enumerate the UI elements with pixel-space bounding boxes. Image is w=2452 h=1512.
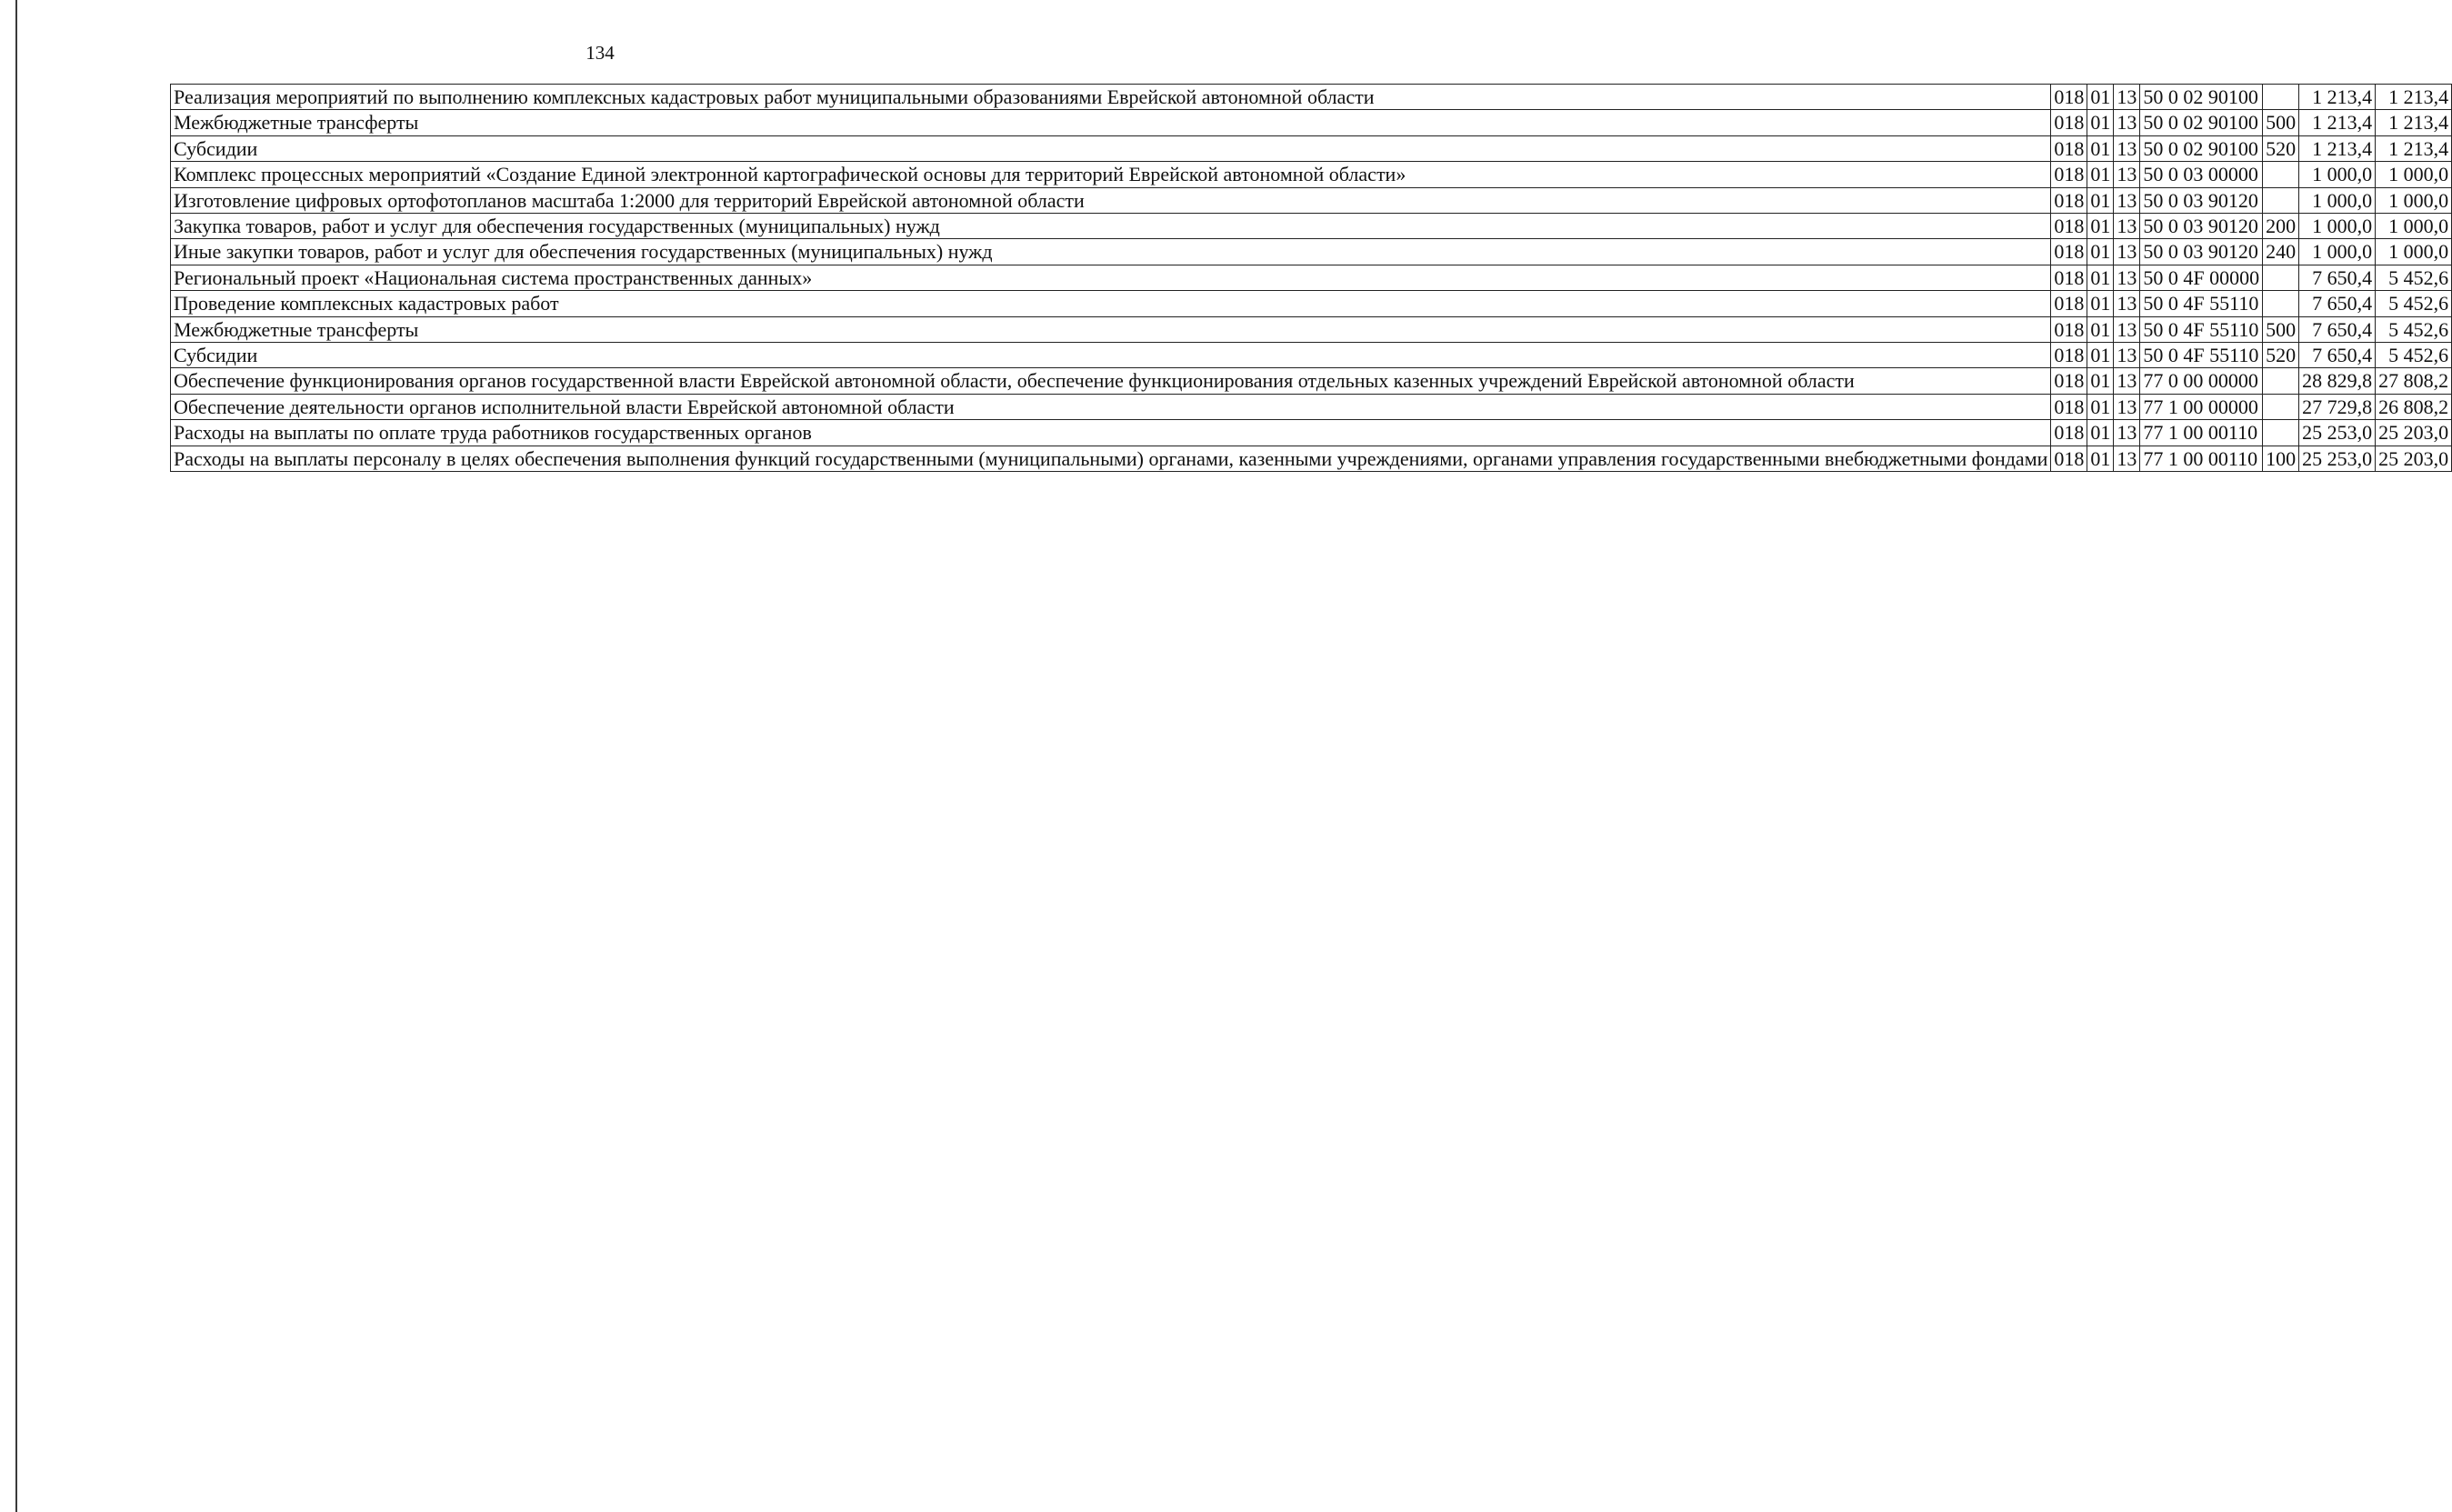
expense-type-cell: 520 — [2263, 343, 2299, 368]
amount-second-year-cell: 5 452,6 — [2376, 265, 2452, 290]
section-code-cell: 01 — [2087, 420, 2114, 446]
row-name-cell: Расходы на выплаты персоналу в целях обеспечения выполнения функций государственными (муниципальными) органами, казенными учреждениями, органами управления государственными внебюджетными фондами — [171, 446, 2051, 471]
subsection-code-cell: 13 — [2114, 368, 2140, 394]
amount-second-year-cell: 1 213,4 — [2376, 135, 2452, 161]
amount-second-year-cell: 1 000,0 — [2376, 214, 2452, 239]
amount-first-year-cell: 25 253,0 — [2299, 446, 2376, 471]
program-code-cell: 50 0 03 00000 — [2140, 162, 2263, 187]
expense-type-cell — [2263, 368, 2299, 394]
program-code-cell: 50 0 4F 00000 — [2140, 265, 2263, 290]
row-name-cell: Обеспечение деятельности органов исполнительной власти Еврейской автономной области — [171, 394, 2051, 419]
amount-first-year-cell: 1 213,4 — [2299, 85, 2376, 110]
expense-type-cell: 240 — [2263, 239, 2299, 265]
subsection-code-cell: 13 — [2114, 446, 2140, 471]
table-row — [171, 214, 2452, 239]
program-code-cell: 50 0 03 90120 — [2140, 239, 2263, 265]
amount-first-year-cell: 1 000,0 — [2299, 214, 2376, 239]
expense-type-cell: 500 — [2263, 110, 2299, 135]
ministry-code-cell: 018 — [2051, 239, 2087, 265]
row-name-cell: Закупка товаров, работ и услуг для обеспечения государственных (муниципальных) нужд — [171, 214, 2051, 239]
amount-first-year-cell: 7 650,4 — [2299, 343, 2376, 368]
row-name-cell: Реализация мероприятий по выполнению комплексных кадастровых работ муниципальными образованиями Еврейской автономной области — [171, 85, 2051, 110]
program-code-cell: 50 0 02 90100 — [2140, 135, 2263, 161]
row-name-cell: Субсидии — [171, 135, 2051, 161]
amount-first-year-cell: 27 729,8 — [2299, 394, 2376, 419]
section-code-cell: 01 — [2087, 135, 2114, 161]
subsection-code-cell: 13 — [2114, 85, 2140, 110]
amount-first-year-cell: 7 650,4 — [2299, 316, 2376, 342]
ministry-code-cell: 018 — [2051, 343, 2087, 368]
subsection-code-cell: 13 — [2114, 420, 2140, 446]
amount-first-year-cell: 7 650,4 — [2299, 291, 2376, 316]
program-code-cell: 50 0 4F 55110 — [2140, 291, 2263, 316]
expense-type-cell — [2263, 420, 2299, 446]
subsection-code-cell: 13 — [2114, 162, 2140, 187]
table-row — [171, 446, 2452, 471]
amount-second-year-cell: 1 213,4 — [2376, 110, 2452, 135]
expense-type-cell — [2263, 85, 2299, 110]
row-name-cell: Межбюджетные трансферты — [171, 110, 2051, 135]
amount-first-year-cell: 25 253,0 — [2299, 420, 2376, 446]
table-row — [171, 368, 2452, 394]
program-code-cell: 50 0 02 90100 — [2140, 85, 2263, 110]
program-code-cell: 50 0 4F 55110 — [2140, 343, 2263, 368]
row-name-cell: Комплекс процессных мероприятий «Создание Единой электронной картографической основы для территорий Еврейской автономной области» — [171, 162, 2051, 187]
section-code-cell: 01 — [2087, 291, 2114, 316]
scan-edge-line — [15, 0, 17, 1512]
table-row — [171, 291, 2452, 316]
expense-type-cell — [2263, 162, 2299, 187]
amount-second-year-cell: 1 213,4 — [2376, 85, 2452, 110]
program-code-cell: 50 0 4F 55110 — [2140, 316, 2263, 342]
ministry-code-cell: 018 — [2051, 446, 2087, 471]
amount-first-year-cell: 1 000,0 — [2299, 239, 2376, 265]
row-name-cell: Изготовление цифровых ортофотопланов масштаба 1:2000 для территорий Еврейской автономной области — [171, 187, 2051, 213]
subsection-code-cell: 13 — [2114, 265, 2140, 290]
amount-first-year-cell: 1 213,4 — [2299, 135, 2376, 161]
amount-first-year-cell: 1 000,0 — [2299, 187, 2376, 213]
amount-first-year-cell: 7 650,4 — [2299, 265, 2376, 290]
amount-second-year-cell: 25 203,0 — [2376, 420, 2452, 446]
section-code-cell: 01 — [2087, 368, 2114, 394]
table-row — [171, 162, 2452, 187]
program-code-cell: 77 0 00 00000 — [2140, 368, 2263, 394]
ministry-code-cell: 018 — [2051, 291, 2087, 316]
row-name-cell: Обеспечение функционирования органов государственной власти Еврейской автономной области, обеспечение функционирования отдельных казенных учреждений Еврейской автономной области — [171, 368, 2051, 394]
subsection-code-cell: 13 — [2114, 316, 2140, 342]
amount-second-year-cell: 1 000,0 — [2376, 239, 2452, 265]
ministry-code-cell: 018 — [2051, 214, 2087, 239]
amount-second-year-cell: 27 808,2 — [2376, 368, 2452, 394]
ministry-code-cell: 018 — [2051, 162, 2087, 187]
section-code-cell: 01 — [2087, 446, 2114, 471]
section-code-cell: 01 — [2087, 239, 2114, 265]
expense-type-cell — [2263, 394, 2299, 419]
table-row — [171, 420, 2452, 446]
section-code-cell: 01 — [2087, 394, 2114, 419]
ministry-code-cell: 018 — [2051, 394, 2087, 419]
section-code-cell: 01 — [2087, 162, 2114, 187]
amount-second-year-cell: 26 808,2 — [2376, 394, 2452, 419]
table-row — [171, 135, 2452, 161]
amount-first-year-cell: 1 213,4 — [2299, 110, 2376, 135]
program-code-cell: 77 1 00 00110 — [2140, 446, 2263, 471]
ministry-code-cell: 018 — [2051, 316, 2087, 342]
ministry-code-cell: 018 — [2051, 187, 2087, 213]
amount-second-year-cell: 5 452,6 — [2376, 291, 2452, 316]
amount-second-year-cell: 25 203,0 — [2376, 446, 2452, 471]
program-code-cell: 50 0 03 90120 — [2140, 214, 2263, 239]
expense-type-cell — [2263, 187, 2299, 213]
subsection-code-cell: 13 — [2114, 343, 2140, 368]
amount-first-year-cell: 1 000,0 — [2299, 162, 2376, 187]
subsection-code-cell: 13 — [2114, 135, 2140, 161]
row-name-cell: Проведение комплексных кадастровых работ — [171, 291, 2051, 316]
row-name-cell: Региональный проект «Национальная система пространственных данных» — [171, 265, 2051, 290]
table-row — [171, 187, 2452, 213]
section-code-cell: 01 — [2087, 265, 2114, 290]
section-code-cell: 01 — [2087, 110, 2114, 135]
subsection-code-cell: 13 — [2114, 110, 2140, 135]
subsection-code-cell: 13 — [2114, 239, 2140, 265]
table-row — [171, 239, 2452, 265]
subsection-code-cell: 13 — [2114, 394, 2140, 419]
ministry-code-cell: 018 — [2051, 135, 2087, 161]
row-name-cell: Расходы на выплаты по оплате труда работников государственных органов — [171, 420, 2051, 446]
table-row — [171, 85, 2452, 110]
subsection-code-cell: 13 — [2114, 187, 2140, 213]
expense-type-cell: 520 — [2263, 135, 2299, 161]
section-code-cell: 01 — [2087, 214, 2114, 239]
row-name-cell: Иные закупки товаров, работ и услуг для обеспечения государственных (муниципальных) нужд — [171, 239, 2051, 265]
row-name-cell: Субсидии — [171, 343, 2051, 368]
expense-type-cell: 500 — [2263, 316, 2299, 342]
section-code-cell: 01 — [2087, 85, 2114, 110]
ministry-code-cell: 018 — [2051, 368, 2087, 394]
budget-table — [170, 84, 2452, 472]
expense-type-cell: 100 — [2263, 446, 2299, 471]
program-code-cell: 50 0 02 90100 — [2140, 110, 2263, 135]
subsection-code-cell: 13 — [2114, 214, 2140, 239]
program-code-cell: 50 0 03 90120 — [2140, 187, 2263, 213]
table-row — [171, 343, 2452, 368]
expense-type-cell — [2263, 265, 2299, 290]
table-row — [171, 265, 2452, 290]
expense-type-cell — [2263, 291, 2299, 316]
table-row — [171, 316, 2452, 342]
subsection-code-cell: 13 — [2114, 291, 2140, 316]
amount-second-year-cell: 1 000,0 — [2376, 187, 2452, 213]
program-code-cell: 77 1 00 00110 — [2140, 420, 2263, 446]
expense-type-cell: 200 — [2263, 214, 2299, 239]
section-code-cell: 01 — [2087, 187, 2114, 213]
section-code-cell: 01 — [2087, 316, 2114, 342]
section-code-cell: 01 — [2087, 343, 2114, 368]
ministry-code-cell: 018 — [2051, 265, 2087, 290]
ministry-code-cell: 018 — [2051, 420, 2087, 446]
page-number: 134 — [585, 42, 615, 64]
row-name-cell: Межбюджетные трансферты — [171, 316, 2051, 342]
amount-second-year-cell: 5 452,6 — [2376, 343, 2452, 368]
amount-second-year-cell: 5 452,6 — [2376, 316, 2452, 342]
amount-first-year-cell: 28 829,8 — [2299, 368, 2376, 394]
ministry-code-cell: 018 — [2051, 110, 2087, 135]
ministry-code-cell: 018 — [2051, 85, 2087, 110]
program-code-cell: 77 1 00 00000 — [2140, 394, 2263, 419]
amount-second-year-cell: 1 000,0 — [2376, 162, 2452, 187]
table-row — [171, 394, 2452, 419]
table-row — [171, 110, 2452, 135]
